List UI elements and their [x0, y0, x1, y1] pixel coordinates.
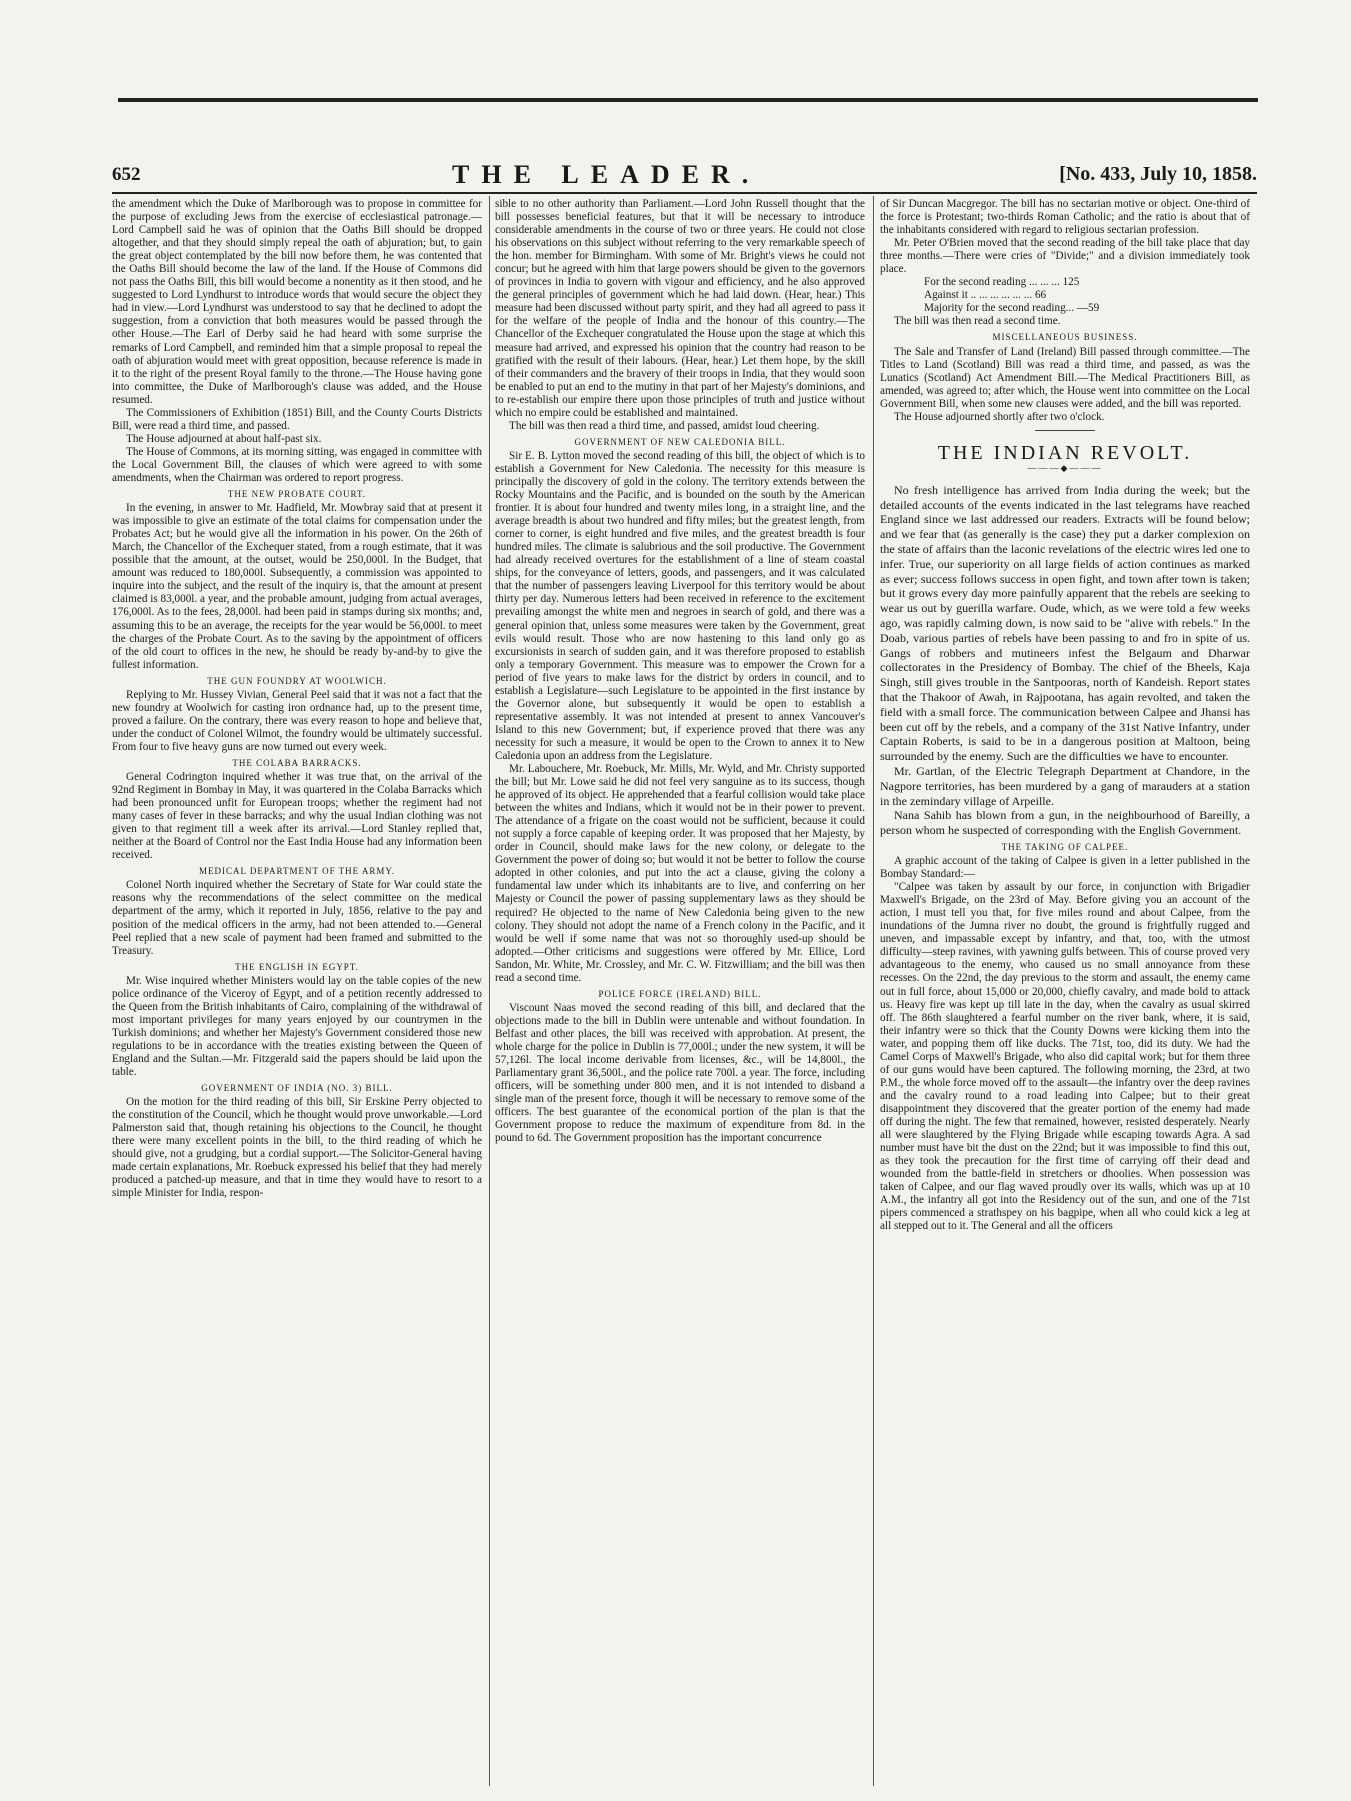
paragraph: The House of Commons, at its morning sitting, was engaged in committee with the Local Government Bill, the clauses of which were agreed to with some amendments, when the Chairman was ordered to report progress. — [112, 445, 482, 484]
paragraph: Mr. Peter O'Brien moved that the second reading of the bill take place that day three months.—There were cries of "Divide;" and a division immediately took place. — [880, 237, 1250, 276]
paragraph: In the evening, in answer to Mr. Hadfield, Mr. Mowbray said that at present it was impossible to give an estimate of the total claims for compensation under the Probates Act; but he would give all the information in his power. On the 26th of March, the Chancellor of the Exchequer stated, from a rough estimate, that it was possible that the amount, at the outset, would be 250,000l. In the Budget, that amount was reduced to 180,000l. Subsequently, a commission was appointed to inquire into the subject, and the result of the inquiry is, that the amount at present claimed is 83,000l. a year, and the probable amount, judging from actual averages, 176,000l. As to the fees, 28,000l. had been paid in stamps during six months; and, assuming this to be an average, the receipts for the year would be 56,000l. to meet the charges of the Probate Court. As to the saving by the appointment of officers of the old court to offices in the new, he should be ready by-and-by to give the fullest information. — [112, 502, 482, 671]
paragraph: sible to no other authority than Parliament.—Lord John Russell thought that the bill possesses beneficial features, but that it will be necessary to introduce considerable amendments in the course of two or three years. He could not close his observations on this subject without referring to the very remarkable speech of the hon. member for Birmingham. With some of Mr. Bright's views he could not concur; but he agreed with him that large powers should be given to the governors of provinces in India to govern with vigour and efficiency, and he also approved the general principles of government which he had laid down. (Hear, hear.) This measure had been discussed without party spirit, and they had all agreed to pass it for the welfare of the people of India and the honour of this country.—The Chancellor of the Exchequer congratulated the House upon the stage at which this measure had arrived, and expressed his opinion that the country had reason to be gratified with the result of their labours. (Hear, hear.) Let them hope, by the skill of their commanders and the bravery of their troops in India, that they would soon be enabled to put an end to the mutiny in that part of her Majesty's dominions, and to re-establish our empire there upon those principles of truth and justice without which no empire could be established and maintained. — [495, 198, 865, 419]
ornament-divider: ———◆——— — [1027, 462, 1103, 473]
section-heading: MEDICAL DEPARTMENT OF THE ARMY. — [198, 866, 396, 877]
issue-date: [No. 433, July 10, 1858. — [1059, 163, 1257, 185]
column-divider — [873, 196, 874, 1786]
paragraph: No fresh intelligence has arrived from India during the week; but the detailed accounts of the events indicated in the last telegrams have reached England since we last addressed our readers. Extracts will be found below; and we fear that (as generally is the case) they put a darker complexion on the state of affairs than the laconic revelations of the electric wires led one to infer. True, our superiority on all large fields of action continues as marked as ever; success follows success in open fight, and town after town is taken; but it grows every day more painfully apparent that the rebels are seeking to wear us out by guerilla warfare. Oude, which, as we were told a few weeks ago, was rapidly calming down, is now said to be "alive with rebels." In the Doab, various parties of rebels have been passing to and fro in spite of us. Gangs of robbers and mutineers infest the Belgaum and Dharwar collectorates in the Presidency of Bombay. The chief of the Bheels, Kaja Singh, still gives trouble in the Santpooras, north of Kandeish. Report states that the Thakoor of Awah, in Rajpootana, has again revolted, and taken the field with a small force. The communication between Calpee and Jhansi has been cut off by the rebels, and a company of the 31st Native Infantry, under Captain Roberts, is said to be in a dangerous position at Maltoon, being surrounded by the enemy. Such are the difficulties we have to encounter. — [880, 482, 1250, 764]
section-heading: GOVERNMENT OF NEW CALEDONIA BILL. — [574, 436, 786, 447]
section-heading: THE GUN FOUNDRY AT WOOLWICH. — [207, 675, 387, 686]
page-header — [112, 160, 1257, 190]
column-divider — [489, 196, 490, 1786]
paragraph: On the motion for the third reading of this bill, Sir Erskine Perry objected to the constitution of the Council, which he thought would prove unworkable.—Lord Palmerston said that, though retaining his objections to the Council, he thought there were many excellent points in the bill, to the third reading of which he should give, not a grudging, but a cordial support.—The Solicitor-General having made certain explanations, Mr. Roebuck expressed his belief that they had merely produced a patched-up measure, and that in time they would have to resort to a simple Minister for India, respon- — [112, 1096, 482, 1200]
paragraph: Sir E. B. Lytton moved the second reading of this bill, the object of which is to establish a Government for New Caledonia. The necessity for this measure is principally the discovery of gold in the colony. The territory extends between the Rocky Mountains and the Pacific, and is bounded on the south by the American frontier. It is about four hundred and twenty miles long, in a straight line, and the average breadth is about two hundred and fifty miles; but the greatest length, from corner to corner, is eight hundred and five miles, and the greatest breadth is four hundred miles. The climate is salubrious and the soil productive. The Government had already received overtures for the establishment of a line of steam coastal ships, for the conveyance of letters, goods, and passengers, and it was calculated that the number of passengers leaving Liverpool for this territory would be about thirty per day. Numerous letters had been received in reference to the excitement prevailing amongst the white men and negroes in search of gold, and there was a general opinion that, unless some measures were taken by the Government, great evils would result. Those who are now hastening to this land only go as excursionists in search of sudden gain, and it was therefore proposed to establish only a temporary Government. This measure was to empower the Crown for a period of five years to make laws for the district by orders in council, and to establish a Legislature—such Legislature to be appointed in the first instance by the Governor alone, but subsequently it would be open to establish a representative assembly. It was not intended at present to annex Vancouver's Island to this new Government; but, if experience proved that there was any necessity for such a measure, it would be open to the Crown to annex it to New Caledonia upon an address from the Legislature. — [495, 449, 865, 762]
paragraph: A graphic account of the taking of Calpee is given in a letter published in the Bombay Standard:— — [880, 855, 1250, 881]
paragraph: The House adjourned shortly after two o'clock. — [894, 410, 1105, 423]
article-body — [880, 483, 1250, 838]
vote-line: Majority for the second reading... —59 — [924, 302, 1100, 315]
paragraph: Mr. Gartlan, of the Electric Telegraph Department at Chandore, in the Nagpore territories, has been murdered by a gang of marauders at a station in the zemindary village of Arpeille. — [880, 764, 1250, 808]
top-rule — [118, 98, 1258, 102]
vote-line: Against it .. ... ... ... ... ... 66 — [924, 289, 1047, 302]
paragraph: the amendment which the Duke of Marlborough was to propose in committee for the purpose of excluding Jews from the exercise of ecclesiastical patronage.—Lord Campbell said he was of opinion that the Oaths Bill should be dropped altogether, and that they should simply repeal the oath of abjuration; but, to gain the great object contemplated by the bill now before them, he was contented that the Oaths Bill should become the law of the land. If the House of Commons did not pass the Oaths Bill, this bill would become a nonentity as it then stood, and he suggested to Lord Lyndhurst to introduce words that would secure the object they had in view.—Lord Lyndhurst was understood to say that he declined to adopt the suggestion, from a conviction that both measures would be passed through the other House.—The Earl of Derby said he had heard with some surprise the remarks of Lord Campbell, and reminded him that a simple proposal to repeal the oath of abjuration would meet with great opposition, because reference is made in it to the right of the present Royal family to the throne.—The House having gone into committee, the Duke of Marlborough's clause was added, and the House resumed. — [112, 198, 482, 406]
paragraph: "Calpee was taken by assault by our force, in conjunction with Brigadier Maxwell's Brigade, on the 23rd of May. Before giving you an account of the action, I must tell you that, for five miles round and about Calpee, from the inundations of the Jumna river no doubt, the ground is frightfully rugged and uneven, and impassable except by infantry, and that, too, with the utmost difficulty—steep ravines, with yawning gulfs between. This of course proved very advantageous to the enemy, who caused us no small annoyance from these recesses. On the 22nd, the day previous to the storm and assault, the enemy came out in full force, about 15,000 or 20,000, chiefly cavalry, and made bold to attack us. Heavy fire was kept up till late in the day, when the cavalry as usual skirred off. The 86th slaughtered a fearful number on the river bank, where, it is said, their infantry were so thick that the County Downs were kicking them into the water, and popping them off like ducks. The 71st, too, did its duty. We had the Camel Corps of Maxwell's Brigade, who also did capital work; but for them three of our guns would have been captured. The following morning, the 23rd, at two P.M., the whole force moved off to the assault—the infantry over the deep ravines and the cavalry round to a road leading into Calpee; but to their great disappointment they discovered that the greater portion of the enemy had made off during the night. The few that remained, however, resisted desperately. Nearly all were slaughtered by the Flying Brigade while escaping towards Agra. A sad number must have bit the dust on the 22nd; but it was impossible to find this out, as they took the precaution for the first time of carrying off their dead and wounded from the battle-field in stretchers or dhoolies. When possession was taken of Calpee, and our flag waved proudly over its walls, which was up at 10 A.M., the infantry all got into the Residency out of the sun, and one of the 71st pipers commenced a strathspey on his bagpipe, when all who could kick a leg at all stepped out to it. The General and all the officers — [880, 881, 1250, 1233]
paragraph: The Sale and Transfer of Land (Ireland) Bill passed through committee.—The Titles to Land (Scotland) Bill was read a third time, and passed, as was the Lunatics (Scotland) Act Amendment Bill.—The Medical Practitioners Bill, as amended, was agreed to; after which, the House went into committee on the Local Government Bill, when some new clauses were added, and the bill was reported. — [880, 345, 1250, 410]
paragraph: Nana Sahib has blown from a gun, in the neighbourhood of Bareilly, a person whom he suspected of corresponding with the English Government. — [880, 808, 1250, 838]
paragraph: General Codrington inquired whether it was true that, on the arrival of the 92nd Regiment in Bombay in May, it was quartered in the Colaba Barracks which had been pronounced unfit for European troops; whether the regiment had not many cases of fever in these barracks; and why the usual Indian clothing was not given to that regiment till a week after its arrival.—Lord Stanley replied that, neither at the Board of Control nor the East India House had any information been received. — [112, 771, 482, 862]
section-heading: GOVERNMENT OF INDIA (NO. 3) BILL. — [201, 1083, 393, 1094]
article-heading: THE INDIAN REVOLT. — [937, 441, 1193, 464]
header-rule — [112, 192, 1257, 194]
divider — [1035, 430, 1095, 431]
section-heading: POLICE FORCE (IRELAND) BILL. — [598, 988, 762, 999]
column-3 — [880, 198, 1250, 1788]
paragraph: The bill was then read a second time. — [894, 315, 1061, 328]
section-heading: THE COLABA BARRACKS. — [232, 757, 362, 768]
vote-line: For the second reading ... ... ... 125 — [924, 276, 1080, 289]
section-heading: THE ENGLISH IN EGYPT. — [235, 961, 359, 972]
paragraph: The bill was then read a third time, and passed, amidst loud cheering. — [509, 419, 820, 432]
paragraph: The House adjourned at about half-past six. — [126, 432, 322, 445]
paragraph: Mr. Labouchere, Mr. Roebuck, Mr. Mills, Mr. Wyld, and Mr. Christy supported the bill; but Mr. Lowe said he did not feel very sanguine as to its success, though he approved of its object. He apprehended that a fearful collision would take place between the whites and Indians, which it would not be in their power to prevent. The attendance of a frigate on the coast would not be sufficient, because it could not supply a force capable of keeping order. It was proposed that her Majesty, by order in Council, should make laws for the new colony, or delegate to the Government the power of doing so; but would it not be better to follow the course adopted in other colonies, and put into the act a clause, giving the colony a fundamental law under which its inhabitants are to live, and conferring on her Majesty or Council the power of passing supplementary laws as they should be required? He objected to the name of New Caledonia being given to the new colony. They should not adopt the name of a French colony in the Pacific, and it would be well if some name that was not so thoroughly used-up should be adopted.—Other criticisms and suggestions were offered by Mr. Ellice, Lord Sandon, Mr. White, Mr. Crossley, and Mr. C. W. Fitzwilliam; and the bill was then read a second time. — [495, 763, 865, 984]
paragraph: of Sir Duncan Macgregor. The bill has no sectarian motive or object. One-third of the force is Protestant; two-thirds Roman Catholic; and the ratio is about that of the inhabitants considered with regard to religious sectarian profession. — [880, 198, 1250, 237]
section-heading: MISCELLANEOUS BUSINESS. — [992, 332, 1138, 343]
column-2 — [495, 198, 865, 1788]
paragraph: Replying to Mr. Hussey Vivian, General Peel said that it was not a fact that the new foundry at Woolwich for casting iron ordnance had, up to the present time, proved a failure. On the contrary, there was every reason to hope and believe that, under the conduct of Colonel Wilmot, the foundry would be ultimately successful. From four to five heavy guns are now turned out every week. — [112, 688, 482, 753]
section-heading: THE TAKING OF CALPEE. — [1001, 842, 1129, 853]
paragraph: The Commissioners of Exhibition (1851) Bill, and the County Courts Districts Bill, were read a third time, and passed. — [112, 406, 482, 432]
section-heading: THE NEW PROBATE COURT. — [227, 489, 367, 500]
paragraph: Mr. Wise inquired whether Ministers would lay on the table copies of the new police ordinance of the Viceroy of Egypt, and of a petition recently addressed to the Queen from the British inhabitants of Cairo, complaining of the withdrawal of most important privileges for many years enjoyed by our countrymen in the Turkish dominions; and whether her Majesty's Government considered those new regulations to be in accordance with the treaties existing between the Queen of England and the Sultan.—Mr. Fitzgerald said the papers should be laid upon the table. — [112, 974, 482, 1079]
paragraph: Colonel North inquired whether the Secretary of State for War could state the reasons why the recommendations of the select committee on the medical department of the army, which it reported in July, 1856, relative to the pay and position of the medical officers in the army, had not been attended to.—General Peel replied that a new scale of payment had been framed and submitted to the Treasury. — [112, 879, 482, 957]
paragraph: Viscount Naas moved the second reading of this bill, and declared that the objections made to the bill in Dublin were untenable and without foundation. In Belfast and other places, the bill was received with approbation. At present, the whole charge for the police in Dublin is 77,000l.; under the new system, it will be 57,126l. The local income derivable from licenses, &c., will be 14,800l., the Parliamentary grant 36,500l., and the police rate 700l. a year. The force, including officers, will be something under 800 men, and it is not intended to disband a single man of the present force, though it will be necessary to remove some of the officers. The best guarantee of the economical portion of the plan is that the Government propose to reduce the maximum of expenditure from 8d. in the pound to 6d. The Government proposition has the important concurrence — [495, 1001, 865, 1145]
column-1 — [112, 198, 482, 1788]
newspaper-title: THE LEADER. — [452, 160, 761, 189]
page-number: 652 — [112, 164, 141, 185]
